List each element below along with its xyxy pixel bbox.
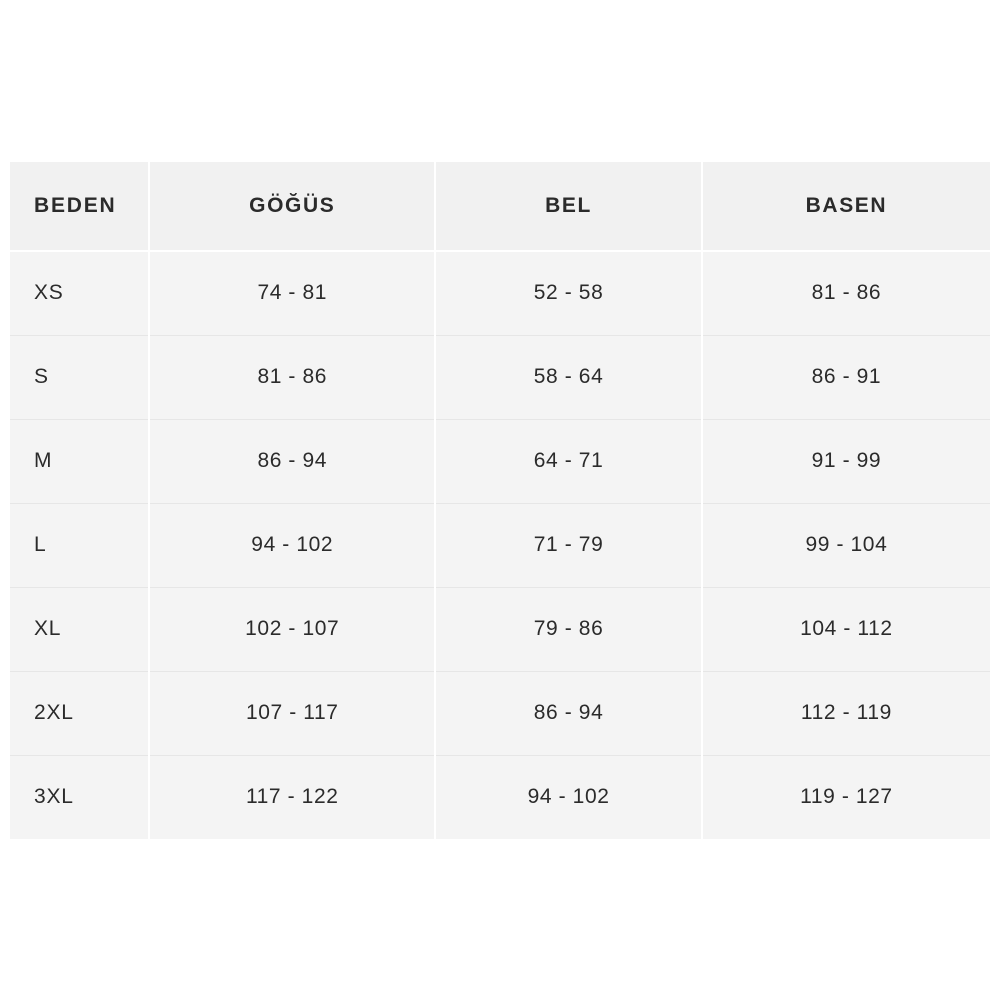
cell-chest: 102 - 107 <box>149 587 435 671</box>
cell-waist: 86 - 94 <box>435 671 702 755</box>
cell-hip: 86 - 91 <box>702 335 990 419</box>
column-header-basen: BASEN <box>702 162 990 251</box>
cell-chest: 86 - 94 <box>149 419 435 503</box>
column-header-gogus: GÖĞÜS <box>149 162 435 251</box>
cell-size: S <box>10 335 149 419</box>
cell-chest: 81 - 86 <box>149 335 435 419</box>
cell-size: XL <box>10 587 149 671</box>
table-row <box>10 587 990 671</box>
cell-hip: 91 - 99 <box>702 419 990 503</box>
cell-hip: 104 - 112 <box>702 587 990 671</box>
cell-waist: 52 - 58 <box>435 251 702 336</box>
table-row <box>10 419 990 503</box>
cell-size: 2XL <box>10 671 149 755</box>
cell-hip: 112 - 119 <box>702 671 990 755</box>
size-chart-container <box>5 162 995 839</box>
size-chart-table <box>10 162 990 839</box>
cell-size: 3XL <box>10 755 149 839</box>
table-header <box>10 162 990 251</box>
cell-hip: 81 - 86 <box>702 251 990 336</box>
cell-size: L <box>10 503 149 587</box>
table-row <box>10 335 990 419</box>
table-row <box>10 251 990 336</box>
cell-size: M <box>10 419 149 503</box>
cell-waist: 58 - 64 <box>435 335 702 419</box>
cell-hip: 99 - 104 <box>702 503 990 587</box>
cell-chest: 74 - 81 <box>149 251 435 336</box>
table-header-row <box>10 162 990 251</box>
cell-chest: 107 - 117 <box>149 671 435 755</box>
table-row <box>10 755 990 839</box>
column-header-beden: BEDEN <box>10 162 149 251</box>
cell-waist: 94 - 102 <box>435 755 702 839</box>
cell-size: XS <box>10 251 149 336</box>
cell-waist: 71 - 79 <box>435 503 702 587</box>
cell-waist: 64 - 71 <box>435 419 702 503</box>
cell-chest: 94 - 102 <box>149 503 435 587</box>
table-body <box>10 251 990 839</box>
table-row <box>10 671 990 755</box>
column-header-bel: BEL <box>435 162 702 251</box>
cell-waist: 79 - 86 <box>435 587 702 671</box>
cell-chest: 117 - 122 <box>149 755 435 839</box>
cell-hip: 119 - 127 <box>702 755 990 839</box>
table-row <box>10 503 990 587</box>
